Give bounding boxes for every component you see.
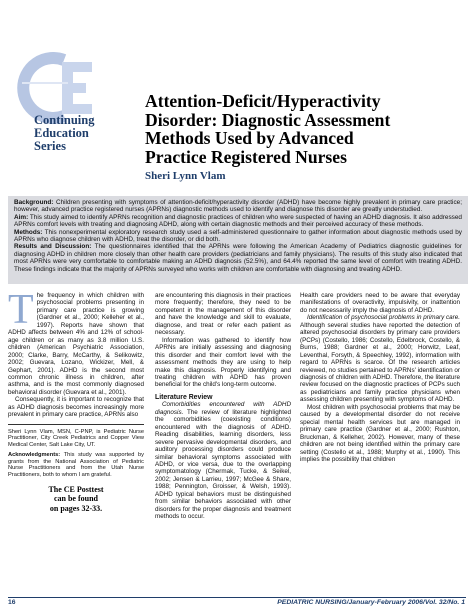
- footer-rule: [8, 597, 466, 598]
- paragraph: [155, 401, 291, 520]
- abstract-text: This study aimed to identify APRNs recognition and diagnostic practices of children who were suspected of having an ADHD diagnosis. It also addressed APRNs comfort levels with treating and diagnosing ADHD, along with certain diagnostic methods and their perceived accuracy of these methods.: [14, 213, 462, 229]
- section-heading: Literature Review: [155, 393, 213, 401]
- abstract-text: Children presenting with symptoms of attention-deficit/hyperactivity disorder (ADHD) have become highly prevalent in primary care practice; however, advanced practice registered nurses (APRNs) diagnostic methods used to identify and diagnose this disorder are greatly understudied.: [14, 199, 462, 214]
- paragraph: are encountering this diagnosis in their practices more frequently; therefore, they need to be competent in the management of this disorder and have the knowledge and skill to evaluate, diagnose, and treat or refer each patient as necessary.: [155, 292, 291, 337]
- abstract-background: [14, 199, 462, 214]
- title-line: Practice Registered Nurses: [145, 146, 347, 167]
- paragraph: Consequently, it is important to recognize that as ADHD diagnosis becomes increasingly more prevalent in primary care practice, APRNs also: [8, 396, 144, 419]
- series-line: Education: [34, 126, 89, 140]
- abstract-aim: [14, 214, 462, 229]
- posttest-line: The CE Posttest: [48, 484, 104, 494]
- posttest-line: on pages 32-33.: [49, 503, 103, 513]
- series-label: [34, 114, 134, 153]
- paragraph: Health care providers need to be aware that everyday manifestations of overactivity, impulsivity, or inattention do not necessarily imply the diagnosis of ADHD.: [300, 292, 460, 314]
- subheading: Comorbidities encountered with ADHD diagnosis.: [155, 401, 291, 416]
- journal-citation: PEDIATRIC NURSING/January-February 2006/Vol. 32/No. 1: [277, 599, 465, 606]
- author-affiliation: Sheri Lynn Vlam, MSN, C-PNP, is Pediatric Nurse Practitioner, City Creek Pediatrics and Copper View Medical Center, Salt Lake City, UT.: [8, 428, 144, 449]
- author-name: Sheri Lynn Vlam: [145, 170, 226, 182]
- abstract-methods: [14, 229, 462, 244]
- abstract-text: The questionnaires identified that the APRNs were following the American Academy of Pediatrics diagnostic guidelines for diagnosing ADHD in children more closely than other health care providers (pediatricians and family physicians). The results of this study also indicated that most APRNs were very comfortable to comfortable making an ADHD diagnosis (52.5%), and 64.4% reported the same level of comfort with treating ADHD. These findings indicate that the majority of APRNs surveyed who works with children are comfortable with diagnosing and treating ADHD.: [14, 243, 462, 273]
- column-3: [300, 292, 460, 463]
- article-title: [145, 92, 465, 166]
- column-2: [155, 292, 291, 521]
- title-line: Attention-Deficit/Hyperactivity: [145, 91, 381, 111]
- title-line: Methods Used by Advanced: [145, 128, 354, 148]
- posttest-line: can be found: [53, 494, 98, 504]
- column-1: [8, 287, 145, 513]
- page-number: 16: [8, 599, 16, 606]
- abstract-label: Results and Discussion:: [14, 243, 92, 251]
- paragraph-text: he frequency in which children with psychosocial problems presenting in primary care practice is growing (Gardner et al., 2000; Kelleher et al., 1997). Reports have shown that ADHD affects between 4% and 12% of school-age children or as many as 3.8 million U.S. children (American Psychiatric Association, 2000; Clarke, Barry, McCarthy, & Selikowitz, 2002; Guevara, Lozano, Wickizer, Mell, & Gephart, 2001). ADHD is the second most common chronic illness in children, after asthma, and is the most commonly diagnosed behavioral disorder (Guevara et al., 2001).: [8, 292, 144, 396]
- abstract-text: This nonexperimental exploratory research study used a self-administered questionnaire to gather information about diagnostic methods used by APRNs who diagnose children with ADHD, treat the disorder, or did both.: [14, 228, 462, 244]
- paragraph: Most children with psychosocial problems that may be caused by a developmental disorder do not receive special mental health services but are managed in primary care practice (Gardner et al., 2000; Rushton, Bruckman, & Kelleher, 2002). However, many of these children are not being identified within the primary care setting (Costello et al., 1988; Murphy et al., 1990). This implies the possibility that children: [300, 403, 460, 463]
- paragraph: [300, 314, 460, 403]
- ack-label: Acknowledgments:: [8, 451, 61, 458]
- posttest-note: [8, 485, 144, 514]
- abstract-box: [8, 196, 468, 284]
- ack-text: This study was supported by grants from the National Association of Pediatric Nurse Practitioners and from the Utah Nurse Practitioners, both to whom I am grateful.: [8, 451, 145, 478]
- abstract-label: Background:: [14, 199, 54, 206]
- abstract-results: [14, 243, 462, 273]
- drop-cap: T: [8, 287, 34, 333]
- title-line: Disorder: Diagnostic Assessment: [145, 109, 391, 130]
- series-line: Series: [34, 139, 66, 153]
- subheading: Identification of psychosocial problems in primary care.: [307, 314, 460, 322]
- paragraph-text: Although several studies have reported the detection of altered psychosocial disorders by primary care providers (PCPs) (Costello, 1986; Costello, Edelbrock, Costello, & Burns, 1988; Gardner et al., 2000; Horwitz, Leaf, Leventhal, Forsyth, & Speechley, 1992), information with regard to APRNs is scarce. Of the research articles reviewed, no studies pertained to APRNs' identification or diagnosis of children with ADHD. Therefore, the literature review focused on the diagnostic practices of PCPs such as pediatricians and family practice physicians when assessing children presenting with symptoms of ADHD.: [300, 321, 460, 404]
- intro-paragraph: [8, 287, 144, 396]
- paragraph-text: The review of literature highlighted the comorbidities (coexisting conditions) encountered with the diagnosis of ADHD. Reading disabilities, learning disorders, less severe pervasive developmental disorders, and auditory processing disorders could produce similar behavioral symptoms associated with ADHD, or vice versa, due to the overlapping symptomatology (Chermak, Tucke, & Seikel, 2002; Jensen & Larrieu, 1997; McGee & Share, 1988; Pennington, Groisser, & Welsh, 1993). ADHD typical behaviors must be distinguished from similar behaviors associated with other disorders for the proper diagnosis and treatment methods to occur.: [155, 408, 291, 521]
- divider: [8, 424, 144, 425]
- acknowledgments: [8, 452, 144, 479]
- paragraph: Information was gathered to identify how APRNs are initially assessing and diagnosing this disorder and their comfort level with the assessment methods they are using to help make this diagnosis. Properly identifying and treating children with ADHD has proven beneficial for the child's long-term outcome.: [155, 336, 291, 389]
- abstract-label: Methods:: [14, 228, 43, 236]
- abstract-label: Aim:: [14, 213, 29, 221]
- series-line: Continuing: [34, 113, 95, 127]
